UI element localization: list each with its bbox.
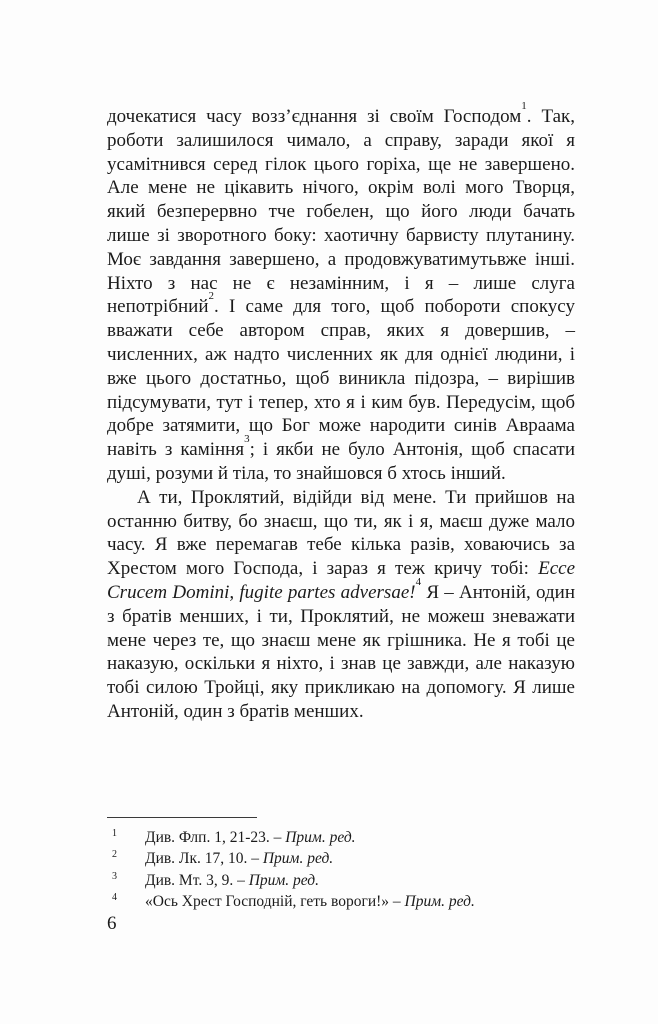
italic-text-run: Прим. ред.	[404, 892, 475, 910]
italic-text-run: Прим. ред.	[262, 850, 334, 868]
text-run: Див. Лк. 17, 10. –	[145, 850, 263, 868]
footnote-ref: 4	[415, 575, 422, 588]
footnote-item	[107, 891, 575, 912]
footnote-item	[107, 848, 575, 869]
italic-text-run: Прим. ред.	[248, 871, 319, 889]
page-number: 6	[107, 913, 117, 934]
footnote-text	[145, 893, 475, 910]
footnote-ref: 2	[208, 290, 215, 303]
paragraph	[107, 99, 575, 486]
text-run: «Ось Хрест Господній, геть вороги!» –	[145, 892, 405, 910]
footnotes	[107, 827, 575, 912]
footnote-marker: 4	[112, 891, 117, 903]
text-run: ; і якби не було Антонія, щоб спасати душі, розуми й тіла, то знайшовся б хтось інший.	[107, 439, 575, 484]
footnote-text	[145, 872, 319, 889]
footnote-item	[107, 870, 575, 891]
italic-text-run: Прим. ред.	[285, 829, 356, 846]
footnote-separator	[107, 817, 257, 818]
footnote-text	[145, 829, 356, 846]
text-run: . І саме для того, щоб побороти спокусу вважати себе автором справ, яких я довершив, – численних, аж надто численних як для однієї людини, і вже цього достатньо, щоб виникла підозра, – вирішив підсумувати, тут і тепер, хто я і ким був. Передусім, щоб добре затямити, що Бог може народити синів Авраама навіть з каміння	[107, 296, 575, 461]
footnote-ref: 3	[244, 432, 250, 445]
footnote-marker: 3	[112, 870, 117, 882]
text-run: Я – Антоній, один з братів менших, і ти, Проклятий, не можеш зневажати мене через те, що знаєш мене як грішника. Не я тобі це наказую, оскільки я ніхто, і знав це завжди, але наказую тобі силою Тройці, яку прикликаю на допомогу. Я лише Антоній, один з братів менших.	[107, 581, 575, 722]
italic-text-run: Ecce Crucem Domini, fugite partes adversae!	[107, 558, 575, 603]
text-run: . Так, роботи залишилося чимало, а справу, заради якої я усамітнився серед гілок цього горіха, ще не завершено. Але мене не цікавить нічого, окрім волі мого Творця, який безперервно тче гобелен, що його люди бачать лише зі зворотного боку: хаотичну барвисту плутанину. Моє завдання завершено, а продовжуватимутьвже інші. Ніхто з нас не є незамінним, і я – лише слуга непотрібний	[107, 106, 575, 318]
footnote-item	[107, 827, 575, 848]
footnote-area	[107, 817, 575, 912]
footnote-marker: 2	[112, 849, 117, 861]
footnote-ref: 1	[521, 99, 527, 112]
text-run: дочекатися часу возз’єднання зі своїм Господом	[107, 106, 522, 127]
footnote-marker: 1	[112, 828, 117, 839]
footnote-text	[145, 850, 333, 867]
text-run: Див. Флп. 1, 21-23. –	[145, 829, 286, 846]
paragraph	[107, 486, 575, 724]
text-run: Див. Мт. 3, 9. –	[145, 871, 249, 889]
text-run: А ти, Проклятий, відійди від мене. Ти прийшов на останню битву, бо знаєш, що ти, як і я, маєш дуже мало часу. Я вже перемагав тебе кілька разів, ховаючись за Хрестом мого Господа, і зараз я теж кричу тобі:	[107, 486, 575, 580]
body-text	[107, 99, 575, 724]
